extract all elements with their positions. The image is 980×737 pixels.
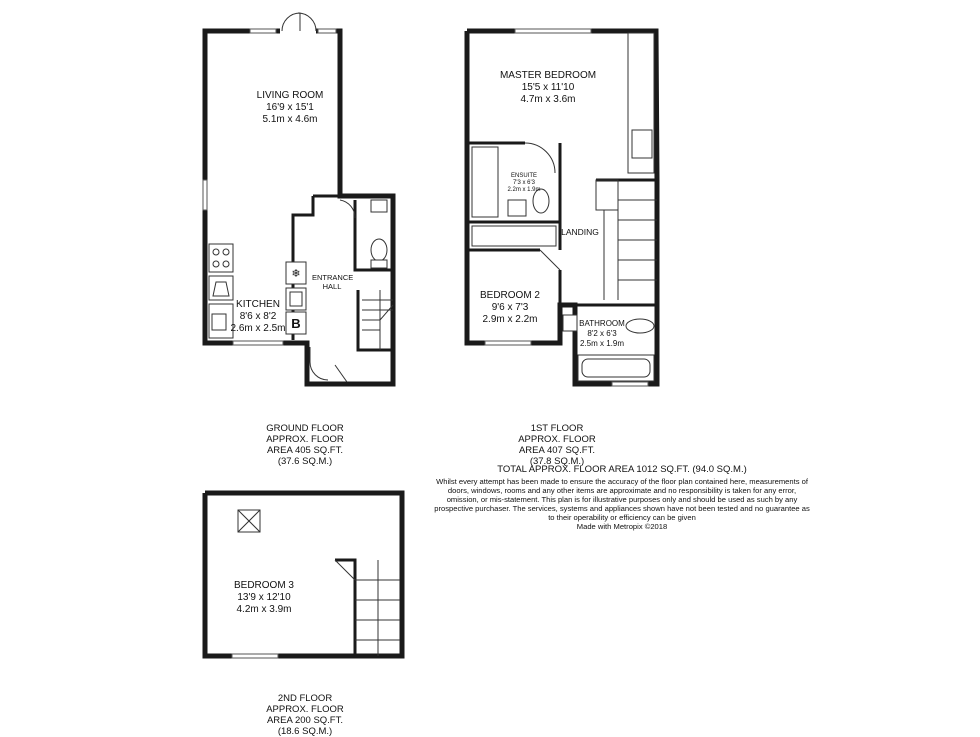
room-metric: 2.5m x 1.9m [579,339,624,348]
room-name: BEDROOM 3 [233,580,294,591]
floor-name: GROUND FLOOR [266,423,344,434]
room-imperial: 15'5 x 11'10 [521,82,575,93]
room-metric: 5.1m x 4.6m [262,114,318,125]
room-imperial: 9'6 x 7'3 [491,302,529,313]
svg-text:❄: ❄ [291,268,301,280]
room-bathroom [572,319,632,349]
room-name: ENSUITE [510,173,537,179]
floor-area-sqm: (18.6 SQ.M.) [277,726,333,737]
room-name: BEDROOM 2 [479,290,540,301]
credit: Made with Metropix ©2018 [576,522,668,531]
floor-area-sqft: AREA 200 SQ.FT. [266,715,344,726]
room-name: MASTER BEDROOM [499,70,597,81]
room-name: LIVING ROOM [256,90,324,101]
room-imperial: 16'9 x 15'1 [266,102,314,113]
room-imperial: 8'6 x 8'2 [239,311,277,322]
room-metric: 4.7m x 3.6m [520,94,576,105]
boiler-symbol: B [291,316,301,331]
floor-area-label: APPROX. FLOOR [266,704,344,715]
room-imperial: 8'2 x 6'3 [587,329,617,338]
room-metric: 2.6m x 2.5m [230,323,286,334]
first-floor-caption [507,423,607,467]
floor-area-sqft: AREA 405 SQ.FT. [266,445,344,456]
room-entrance-hall [312,273,352,291]
floor-name: 2ND FLOOR [277,693,333,704]
floor-area-sqm: (37.6 SQ.M.) [277,456,333,467]
disclaimer [432,477,812,531]
room-imperial: 13'9 x 12'10 [237,592,291,603]
room-living-room [245,90,335,126]
room-metric: 2.9m x 2.2m [482,314,538,325]
floor-area-label: APPROX. FLOOR [266,434,344,445]
floor-area-sqft: AREA 407 SQ.FT. [518,445,596,456]
disclaimer-text: Whilst every attempt has been made to ensure the accuracy of the floor plan contained here, measurements of doors, windows, rooms and any other items are approximate and no responsibility is taken for any error, omission, or mis-statement. This plan is for illustrative purposes only and should be used as such by any prospective purchaser. The services, systems and appliances shown have not been tested and no guarantee as to their operability or efficiency can be given [434,477,810,522]
room-metric: 2.2m x 1.9m [507,187,541,193]
room-name: KITCHEN [236,299,280,310]
room-name: ENTRANCE [312,273,354,282]
floor-name: 1ST FLOOR [530,423,584,434]
room-ensuite [496,173,552,194]
second-floor-caption [255,693,355,737]
room-master-bedroom [488,70,608,106]
total-floor-area: TOTAL APPROX. FLOOR AREA 1012 SQ.FT. (94.0 SQ.M.) [497,464,747,475]
ground-floor-caption [250,423,360,467]
room-bedroom-2 [468,290,552,326]
room-metric: 4.2m x 3.9m [236,604,292,615]
floor-area-label: APPROX. FLOOR [518,434,596,445]
second-floor-plan [205,493,402,658]
room-name: BATHROOM [579,319,625,328]
room-name: HALL [322,282,342,291]
room-bedroom-3 [219,580,309,616]
room-kitchen [226,299,290,335]
room-imperial: 7'3 x 6'3 [513,180,535,186]
room-landing [558,227,602,238]
floor-area-sqm: (37.8 SQ.M.) [529,456,585,467]
room-name: LANDING [561,227,599,237]
